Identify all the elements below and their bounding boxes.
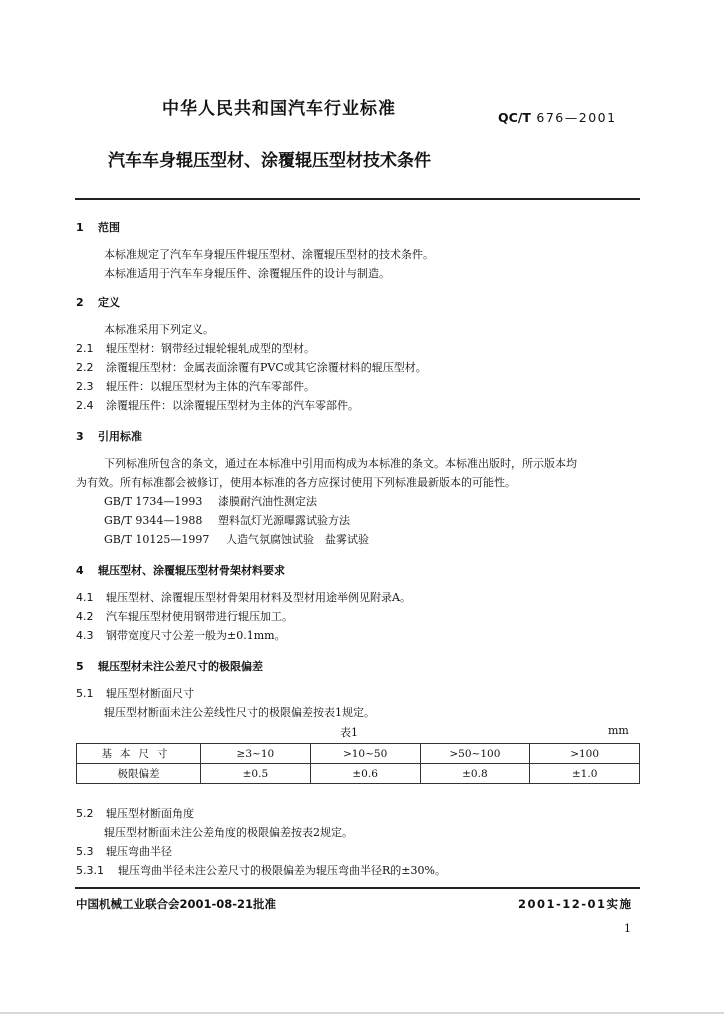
item-number: 2.4 bbox=[76, 399, 94, 412]
definition-item bbox=[76, 397, 359, 413]
item-text: 辊压型材断面尺寸 bbox=[106, 687, 194, 700]
table-header-cell: 基本尺寸 bbox=[77, 744, 201, 764]
section-1-heading bbox=[76, 219, 120, 235]
section-title: 范围 bbox=[98, 221, 120, 234]
section-4-heading bbox=[76, 562, 285, 578]
table-caption: 表1 bbox=[340, 726, 358, 739]
item-number: 5.1 bbox=[76, 687, 94, 700]
table-header-cell: >10~50 bbox=[310, 744, 420, 764]
item-number: 2.3 bbox=[76, 380, 94, 393]
section-5-heading bbox=[76, 658, 263, 674]
item-text: 辊压件：以辊压型材为主体的汽车零部件。 bbox=[106, 380, 315, 393]
item-number: 4.3 bbox=[76, 629, 94, 642]
item-number: 2.2 bbox=[76, 361, 94, 374]
paragraph: 为有效。所有标准都会被修订，使用本标准的各方应探讨使用下列标准最新版本的可能性。 bbox=[76, 476, 516, 489]
item-number: 4.2 bbox=[76, 610, 94, 623]
paragraph: 辊压型材断面未注公差角度的极限偏差按表2规定。 bbox=[104, 826, 353, 839]
reference-code: GB/T 10125—1997 bbox=[104, 533, 210, 546]
section-2-heading bbox=[76, 294, 120, 310]
document-title: 汽车车身辊压型材、涂覆辊压型材技术条件 bbox=[108, 151, 431, 171]
reference-code: GB/T 1734—1993 bbox=[104, 495, 203, 508]
paragraph: 辊压型材断面未注公差线性尺寸的极限偏差按表1规定。 bbox=[104, 706, 375, 719]
paragraph: 本标准规定了汽车车身辊压件辊压型材、涂覆辊压型材的技术条件。 bbox=[104, 248, 434, 261]
approval-line: 中国机械工业联合会2001-08-21批准 bbox=[76, 897, 277, 911]
definition-item bbox=[76, 359, 427, 375]
item-text: 辊压弯曲半径未注公差尺寸的极限偏差为辊压弯曲半径R的±30%。 bbox=[118, 864, 446, 877]
table-header-cell: ≥3~10 bbox=[201, 744, 311, 764]
section-number: 4 bbox=[76, 564, 84, 577]
table-unit: mm bbox=[608, 724, 629, 737]
section-number: 2 bbox=[76, 296, 84, 309]
reference-code: GB/T 9344—1988 bbox=[104, 514, 203, 527]
requirement-item bbox=[76, 589, 411, 605]
implementation-date: 2001-12-01实施 bbox=[518, 897, 633, 911]
item-text: 辊压弯曲半径 bbox=[106, 845, 172, 858]
requirement-item bbox=[76, 627, 286, 643]
item-text: 汽车辊压型材使用钢带进行辊压加工。 bbox=[106, 610, 293, 623]
reference-item bbox=[104, 512, 350, 528]
subsection-5-2-heading bbox=[76, 805, 194, 821]
item-number: 2.1 bbox=[76, 342, 94, 355]
tolerance-table bbox=[76, 743, 640, 784]
table-cell: 极限偏差 bbox=[77, 764, 201, 784]
paragraph: 本标准适用于汽车车身辊压件、涂覆辊压件的设计与制造。 bbox=[104, 267, 390, 280]
item-text: 钢带宽度尺寸公差一般为±0.1mm。 bbox=[106, 629, 286, 642]
table-cell: ±0.5 bbox=[201, 764, 311, 784]
item-text: 辊压型材：钢带经过辊轮辊轧成型的型材。 bbox=[106, 342, 315, 355]
section-title: 引用标准 bbox=[98, 430, 142, 443]
reference-item bbox=[104, 531, 369, 547]
subsection-5-1-heading bbox=[76, 685, 194, 701]
table-header-cell: >50~100 bbox=[420, 744, 530, 764]
reference-name: 塑料氙灯光源曝露试验方法 bbox=[218, 514, 350, 527]
item-text: 辊压型材断面角度 bbox=[106, 807, 194, 820]
table-row bbox=[77, 764, 640, 784]
standard-code bbox=[498, 110, 617, 125]
requirement-item bbox=[76, 608, 293, 624]
reference-name: 人造气氛腐蚀试验 盐雾试验 bbox=[226, 533, 369, 546]
section-title: 定义 bbox=[98, 296, 120, 309]
item-text: 涂覆辊压件：以涂覆辊压型材为主体的汽车零部件。 bbox=[106, 399, 359, 412]
reference-item bbox=[104, 493, 317, 509]
header-divider bbox=[75, 198, 640, 200]
item-number: 5.3.1 bbox=[76, 864, 104, 877]
definition-item bbox=[76, 378, 315, 394]
page-bottom-edge bbox=[0, 1012, 724, 1014]
table-cell: ±0.8 bbox=[420, 764, 530, 784]
section-number: 1 bbox=[76, 221, 84, 234]
paragraph: 本标准采用下列定义。 bbox=[104, 323, 214, 336]
table-cell: ±0.6 bbox=[310, 764, 420, 784]
table-header-row bbox=[77, 744, 640, 764]
table-header-cell: >100 bbox=[530, 744, 640, 764]
standard-category-title: 中华人民共和国汽车行业标准 bbox=[162, 99, 396, 119]
subsection-5-3-heading bbox=[76, 843, 172, 859]
section-title: 辊压型材未注公差尺寸的极限偏差 bbox=[98, 660, 263, 673]
subsection-5-3-1 bbox=[76, 862, 446, 878]
item-number: 5.2 bbox=[76, 807, 94, 820]
item-number: 4.1 bbox=[76, 591, 94, 604]
standard-code-prefix: QC/T bbox=[498, 110, 531, 125]
item-text: 辊压型材、涂覆辊压型材骨架用材料及型材用途举例见附录A。 bbox=[106, 591, 411, 604]
page-number: 1 bbox=[624, 922, 631, 935]
section-number: 5 bbox=[76, 660, 84, 673]
section-number: 3 bbox=[76, 430, 84, 443]
section-title: 辊压型材、涂覆辊压型材骨架材料要求 bbox=[98, 564, 285, 577]
paragraph: 下列标准所包含的条文，通过在本标准中引用而构成为本标准的条文。本标准出版时，所示版本均 bbox=[104, 457, 577, 470]
footer-divider bbox=[75, 887, 640, 889]
definition-item bbox=[76, 340, 315, 356]
item-text: 涂覆辊压型材：金属表面涂覆有PVC或其它涂覆材料的辊压型材。 bbox=[106, 361, 427, 374]
section-3-heading bbox=[76, 428, 142, 444]
standard-code-number: 676—2001 bbox=[536, 110, 617, 125]
reference-name: 漆膜耐汽油性测定法 bbox=[218, 495, 317, 508]
table-cell: ±1.0 bbox=[530, 764, 640, 784]
item-number: 5.3 bbox=[76, 845, 94, 858]
